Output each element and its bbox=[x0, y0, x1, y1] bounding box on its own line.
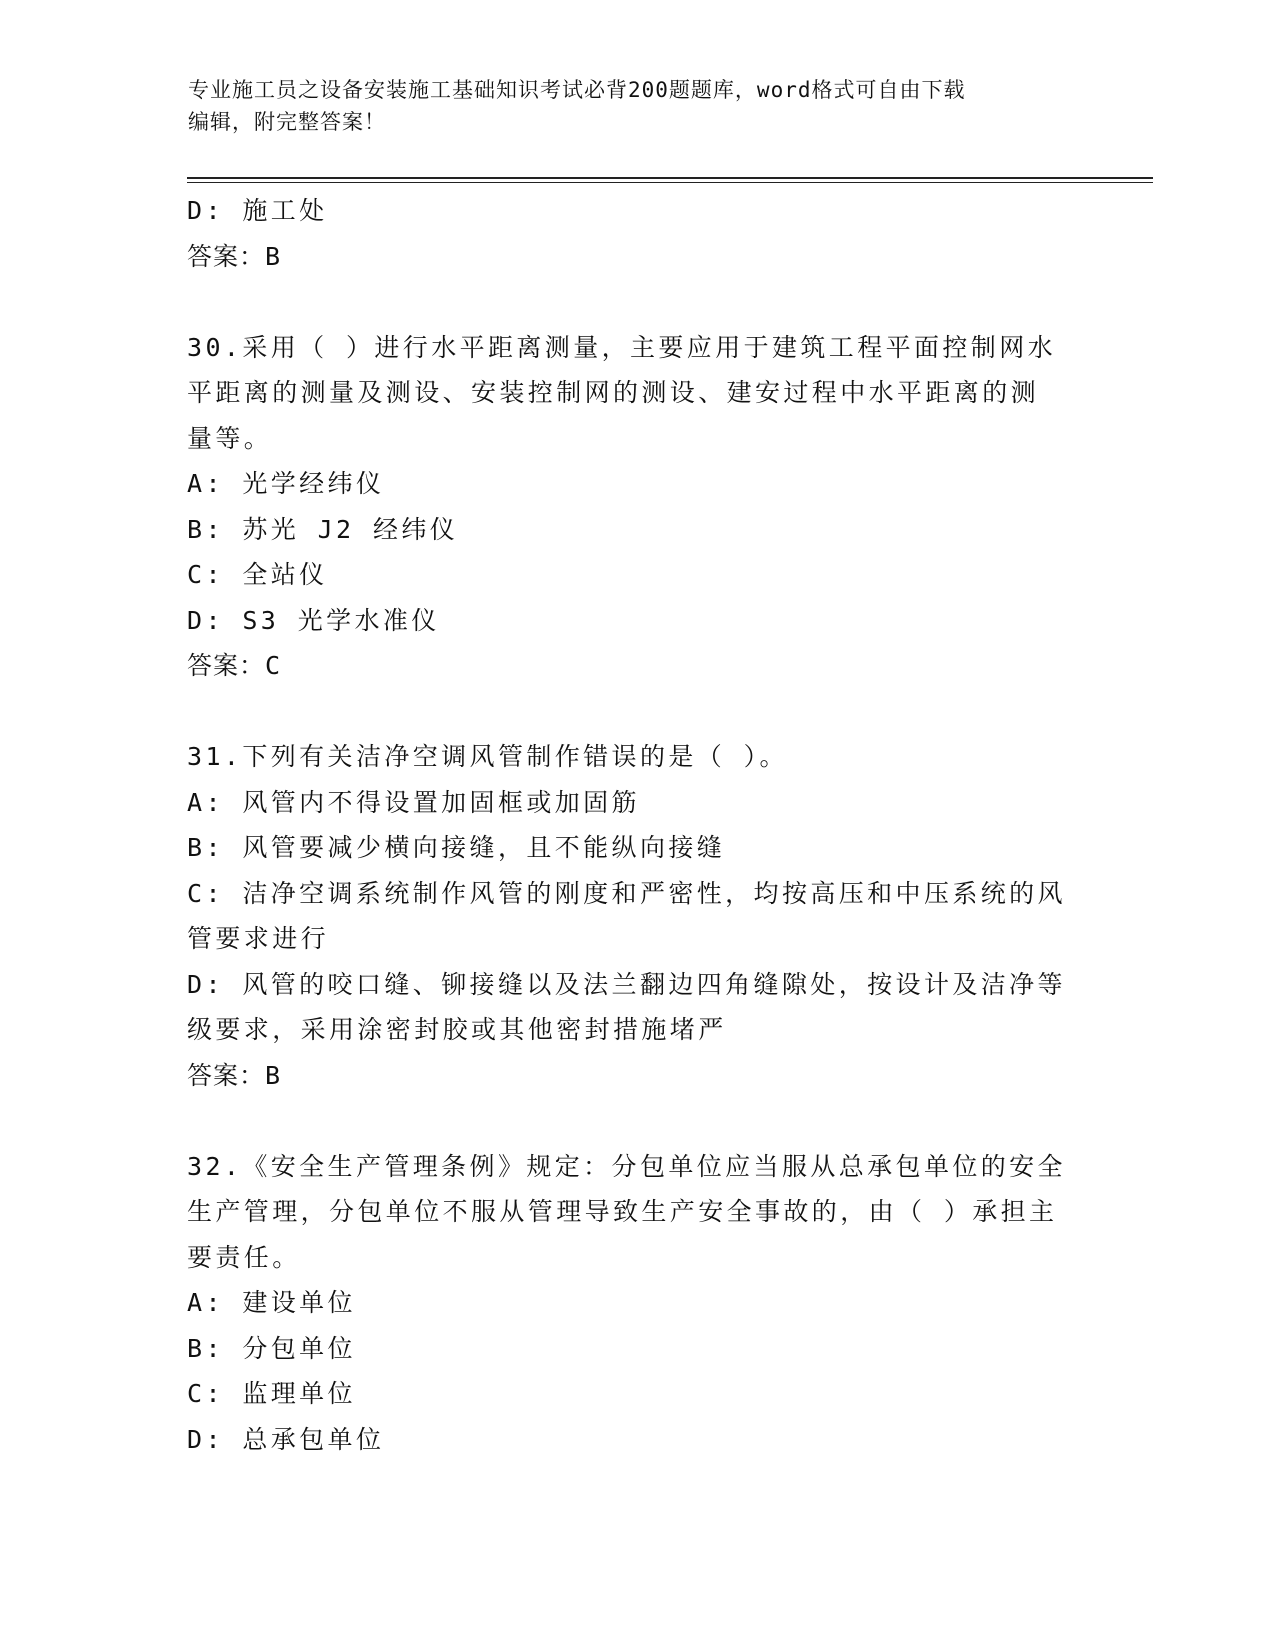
option-a: A: 光学经纬仪 bbox=[187, 469, 385, 498]
question-stem-line: 30.采用（ ）进行水平距离测量，主要应用于建筑工程平面控制网水 bbox=[187, 332, 1057, 362]
option-b: B: 风管要减少横向接缝，且不能纵向接缝 bbox=[187, 833, 726, 862]
question-stem-line: 32.《安全生产管理条例》规定：分包单位应当服从总承包单位的安全 bbox=[187, 1151, 1066, 1181]
option-d-continued: 级要求，采用涂密封胶或其他密封措施堵严 bbox=[187, 1015, 727, 1044]
option-d: D: 风管的咬口缝、铆接缝以及法兰翻边四角缝隙处，按设计及洁净等 bbox=[187, 969, 1066, 999]
answer-line: 答案：B bbox=[187, 241, 282, 271]
question-stem-line: 平距离的测量及测设、安装控制网的测设、建安过程中水平距离的测 bbox=[187, 378, 1040, 407]
document-body bbox=[187, 188, 1087, 1462]
question-32 bbox=[187, 1144, 1087, 1463]
header-title-line-2: 编辑，附完整答案！ bbox=[188, 110, 386, 134]
answer-line: 答案：C bbox=[187, 651, 282, 680]
option-a: A: 建设单位 bbox=[187, 1288, 356, 1317]
header-divider-thin bbox=[187, 182, 1153, 183]
question-stem-line: 要责任。 bbox=[187, 1242, 301, 1272]
option-c-continued: 管要求进行 bbox=[187, 924, 330, 953]
question-30 bbox=[187, 325, 1087, 689]
question-31 bbox=[187, 734, 1087, 1098]
question-29-tail bbox=[187, 188, 1087, 279]
option-d: D: S3 光学水准仪 bbox=[187, 605, 440, 635]
option-b: B: 分包单位 bbox=[187, 1333, 356, 1363]
option-b: B: 苏光 J2 经纬仪 bbox=[187, 514, 459, 544]
header-divider-thick bbox=[187, 177, 1153, 179]
option-c: C: 洁净空调系统制作风管的刚度和严密性，均按高压和中压系统的风 bbox=[187, 878, 1066, 908]
question-stem-line: 生产管理，分包单位不服从管理导致生产安全事故的，由（ ）承担主 bbox=[187, 1197, 1058, 1226]
option-d: D: 施工处 bbox=[187, 196, 328, 225]
spacer bbox=[187, 689, 1087, 735]
header-title-line-1: 专业施工员之设备安装施工基础知识考试必背200题题库，word格式可自由下载 bbox=[188, 78, 966, 102]
question-stem-line: 量等。 bbox=[187, 423, 273, 453]
answer-line: 答案：B bbox=[187, 1060, 282, 1090]
option-d: D: 总承包单位 bbox=[187, 1424, 385, 1454]
option-c: C: 监理单位 bbox=[187, 1379, 356, 1408]
option-a: A: 风管内不得设置加固框或加固筋 bbox=[187, 787, 640, 817]
question-stem-line: 31.下列有关洁净空调风管制作错误的是（ ）。 bbox=[187, 742, 788, 771]
document-header bbox=[188, 74, 1068, 138]
spacer bbox=[187, 1098, 1087, 1144]
option-c: C: 全站仪 bbox=[187, 560, 328, 589]
spacer bbox=[187, 279, 1087, 325]
